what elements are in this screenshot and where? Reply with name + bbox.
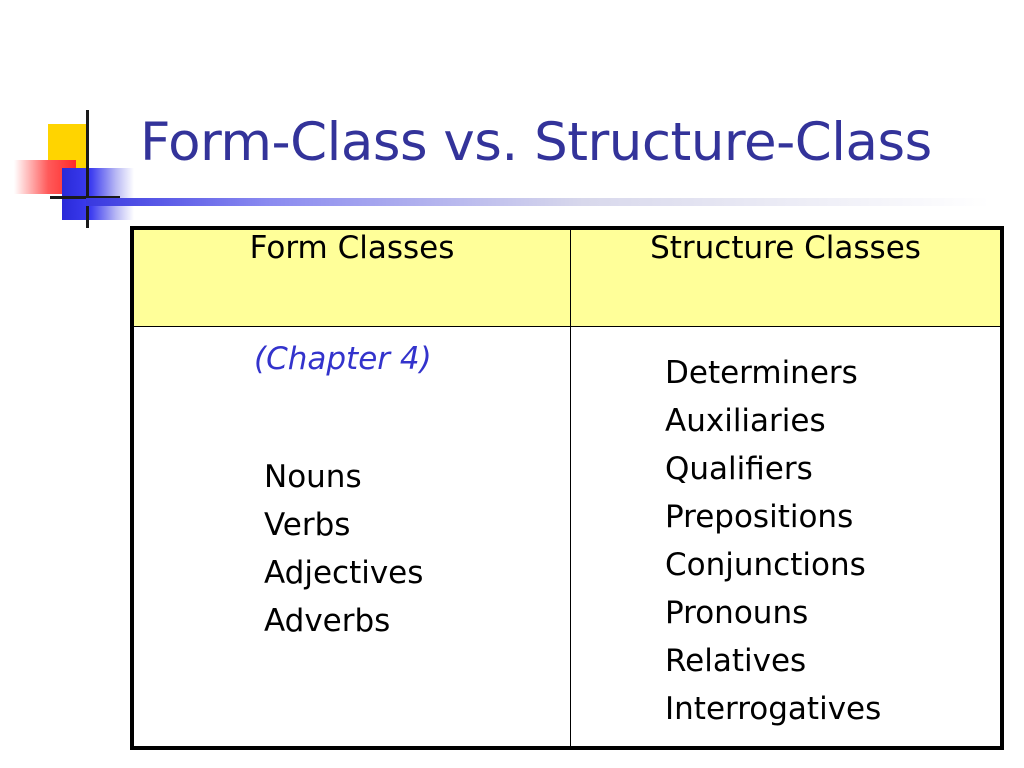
list-item: Determiners [665,355,858,391]
form-classes-cell [132,327,571,749]
list-item: Prepositions [665,499,854,535]
list-item: Pronouns [665,595,809,631]
chapter-note: (Chapter 4) [254,341,432,377]
structure-classes-cell [571,327,1003,749]
classes-table [130,226,1004,750]
list-item: Interrogatives [665,691,882,727]
form-classes-list [264,453,423,645]
list-item: Conjunctions [665,547,866,583]
list-item: Qualifiers [665,451,813,487]
list-item: Verbs [264,507,351,543]
blue-square-decoration [62,168,134,220]
list-item: Nouns [264,459,362,495]
table-header-row [132,228,1002,327]
list-item: Relatives [665,643,807,679]
list-item: Auxiliaries [665,403,826,439]
header-form-classes: Form Classes [132,228,571,327]
structure-classes-list [665,349,881,733]
vertical-line-decoration [86,110,89,228]
table-body-row [132,327,1002,749]
title-underline-rule [86,198,990,206]
list-item: Adverbs [264,603,391,639]
slide-title: Form-Class vs. Structure-Class [140,112,932,173]
list-item: Adjectives [264,555,424,591]
header-structure-classes: Structure Classes [571,228,1003,327]
